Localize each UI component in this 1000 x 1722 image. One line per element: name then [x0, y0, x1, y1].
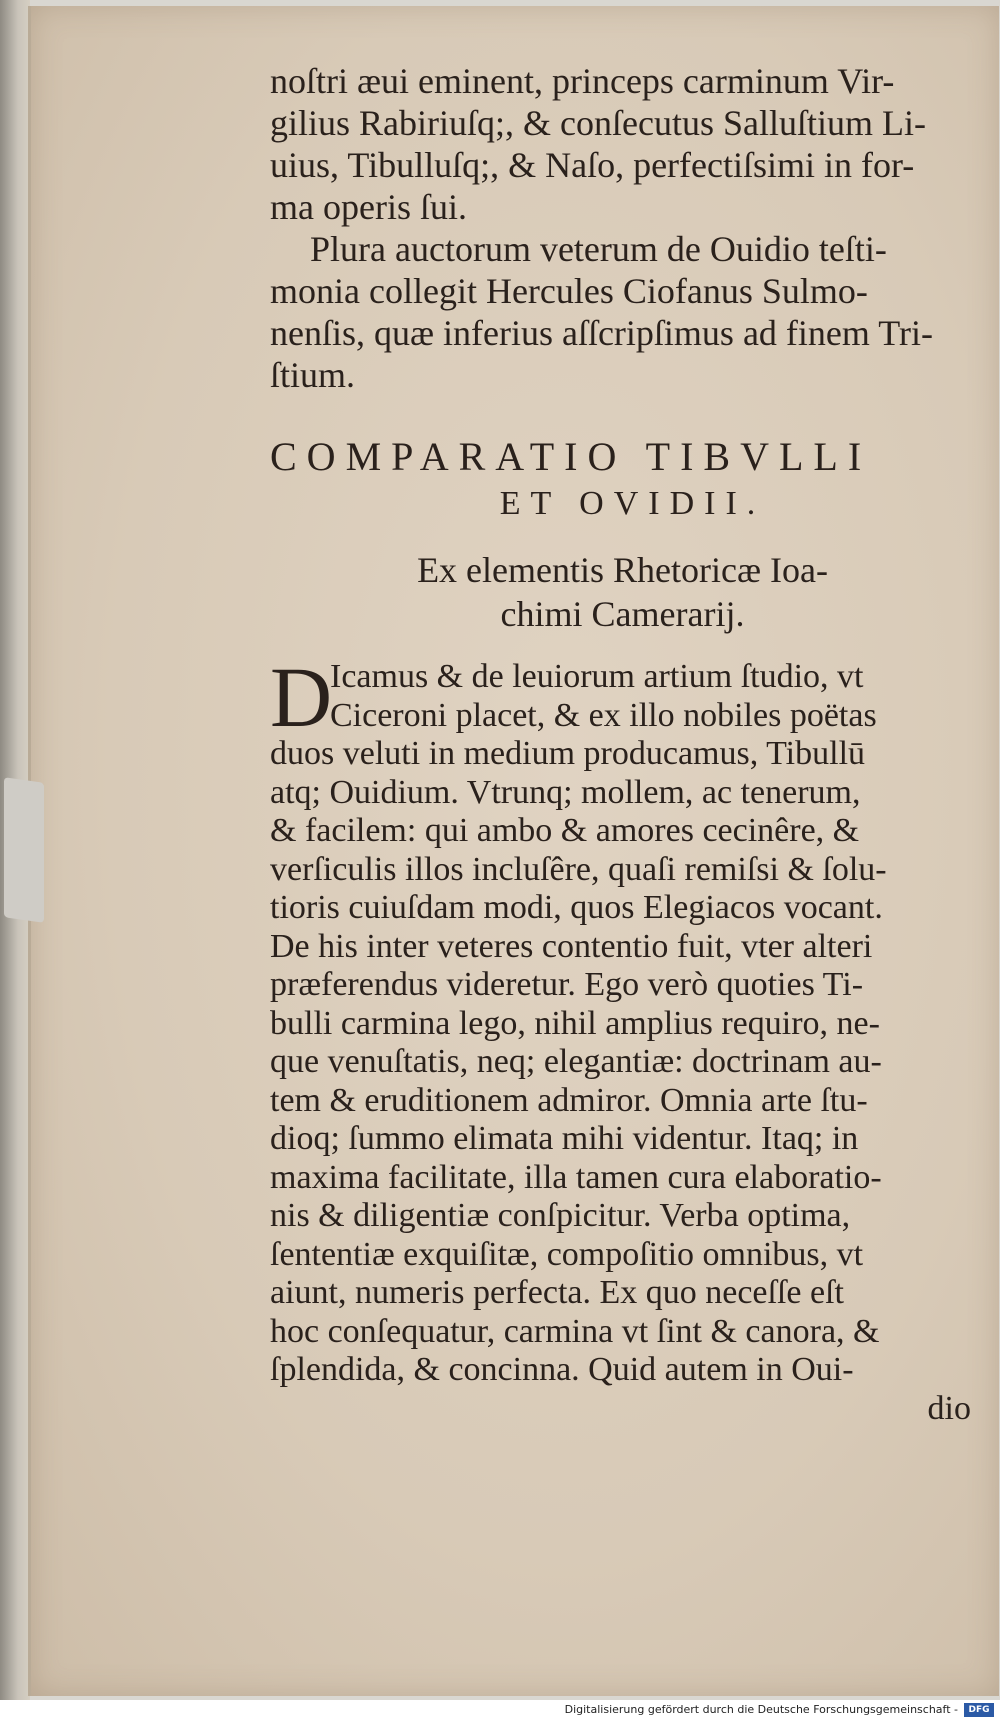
text-line: hoc conſequatur, carmina vt ſint & canora, &: [270, 1312, 880, 1350]
text-line: duos veluti in medium producamus, Tibullū: [270, 735, 866, 772]
text-line: De his inter veteres contentio fuit, vter alteri: [270, 927, 873, 965]
text-line: nis & diligentiæ conſpicitur. Verba optima,: [270, 1197, 851, 1234]
text-line: gilius Rabiriuſq;, & conſecutus Salluſtium Li-: [270, 103, 926, 143]
body-paragraph: [270, 649, 975, 1428]
text-line: que venuſtatis, neq; elegantiæ: doctrinam au-: [270, 1043, 882, 1080]
text-line: ma operis ſui.: [270, 187, 467, 227]
text-line: aiunt, numeris perfecta. Ex quo neceſſe eſt: [270, 1274, 844, 1311]
text-line: tioris cuiuſdam modi, quos Elegiacos vocant.: [270, 889, 883, 926]
drop-cap: D: [270, 649, 333, 745]
footer-bar: [0, 1700, 1000, 1722]
text-line: nenſis, quæ inferius aſſcripſimus ad finem Tri-: [270, 313, 933, 353]
footer-credit: Digitalisierung gefördert durch die Deutsche Forschungsgemeinschaft -: [564, 1703, 958, 1716]
section-heading-continued: ET OVIDII.: [499, 485, 766, 522]
subheading: Ex elementis Rhetoricæ Ioa-: [417, 550, 828, 590]
text-line: dioq; ſummo elimata mihi videntur. Itaq; in: [270, 1120, 859, 1157]
text-line: tem & eruditionem admiror. Omnia arte ſtu-: [270, 1081, 868, 1119]
catchword: dio: [927, 1389, 971, 1427]
text-line: & facilem: qui ambo & amores cecinêre, &: [270, 812, 860, 849]
text-line: Plura auctorum veterum de Ouidio teſti-: [310, 229, 887, 269]
page-text: [270, 60, 975, 1428]
dfg-logo-icon: DFG: [964, 1703, 994, 1717]
text-line: Icamus & de leuiorum artium ſtudio, vt: [330, 658, 864, 695]
text-line: maxima facilitate, illa tamen cura elaboratio-: [270, 1158, 882, 1196]
subheading-continued: chimi Camerarij.: [500, 594, 745, 634]
text-line: noſtri æui eminent, princeps carminum Vir-: [270, 61, 895, 101]
text-line: præferendus videretur. Ego verò quoties Ti-: [270, 966, 864, 1003]
drop-cap-block: [270, 649, 975, 745]
section-heading: COMPARATIO TIBVLLI: [270, 434, 872, 479]
text-line: Ciceroni placet, & ex illo nobiles poëtas: [330, 696, 877, 734]
text-line: ſententiæ exquiſitæ, compoſitio omnibus, vt: [270, 1235, 864, 1273]
text-line: atq; Ouidium. Vtrunq; mollem, ac tenerum,: [270, 773, 861, 811]
text-line: monia collegit Hercules Ciofanus Sulmo-: [270, 271, 868, 311]
text-line: ſplendida, & concinna. Quid autem in Oui-: [270, 1351, 854, 1388]
text-line: uius, Tibulluſq;, & Naſo, perfectiſsimi in for-: [270, 145, 915, 185]
text-line: ſtium.: [270, 355, 356, 395]
text-line: bulli carmina lego, nihil amplius requiro, ne-: [270, 1004, 880, 1042]
text-line: verſiculis illos incluſêre, quaſi remiſsi & ſolu-: [270, 850, 887, 888]
paper-tab: [4, 777, 44, 923]
